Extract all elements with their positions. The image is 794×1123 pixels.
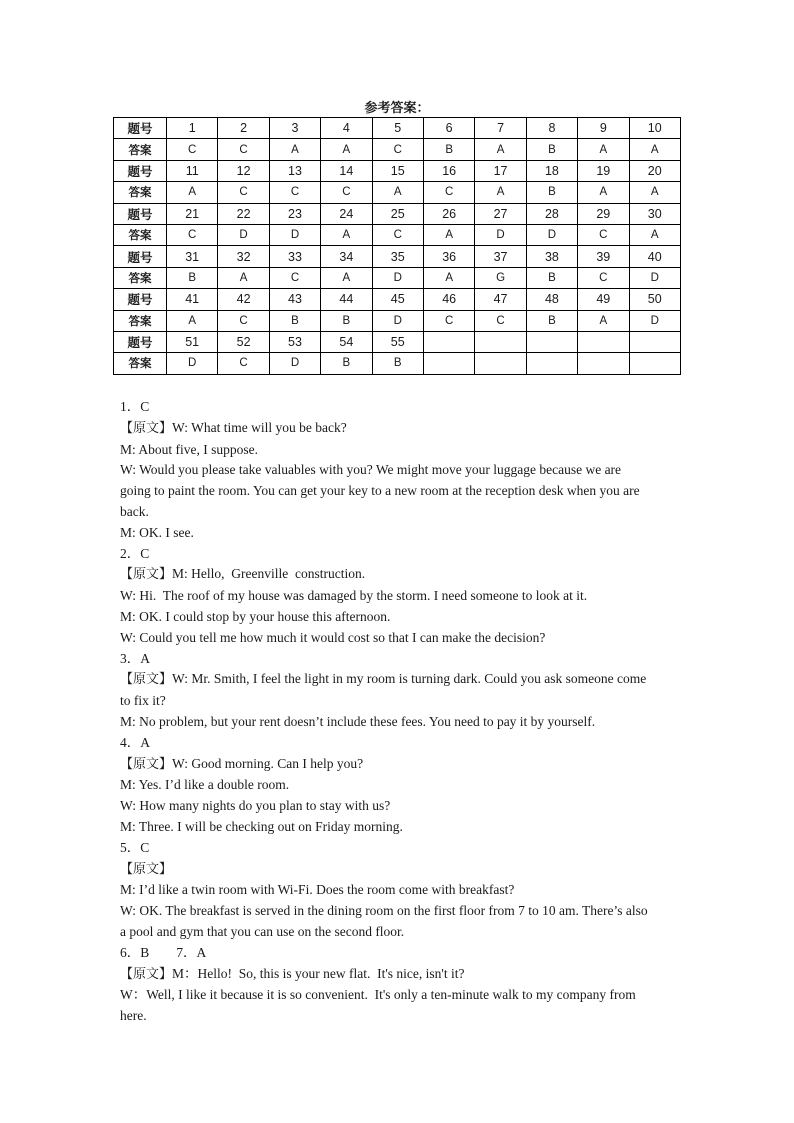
question-number-cell: 47 [475, 289, 526, 310]
question-number-cell: 10 [629, 118, 680, 139]
question-number-cell: 6 [423, 118, 474, 139]
answer-cell: B [526, 182, 577, 203]
answer-cell: A [629, 224, 680, 245]
answer-cell: B [526, 267, 577, 288]
line-text: 5．C [120, 839, 150, 855]
answer-cell [423, 353, 474, 374]
answer-cell: A [218, 267, 269, 288]
question-number-cell: 22 [218, 203, 269, 224]
answer-row [114, 139, 681, 160]
question-number-cell: 25 [372, 203, 423, 224]
transcript-line [120, 502, 680, 523]
line-text: W: Good morning. Can I help you? [172, 755, 364, 771]
question-number-cell: 45 [372, 289, 423, 310]
answer-cell: C [578, 267, 629, 288]
answer-label: 答案 [114, 310, 167, 331]
transcript-line [120, 397, 680, 418]
answer-cell: A [423, 224, 474, 245]
question-number-label: 题号 [114, 118, 167, 139]
source-text-tag: 【原文】 [120, 966, 173, 982]
answer-cell: B [321, 353, 372, 374]
answer-cell: A [372, 182, 423, 203]
answer-label: 答案 [114, 224, 167, 245]
question-number-cell: 50 [629, 289, 680, 310]
line-text: a pool and gym that you can use on the second floor. [120, 923, 405, 939]
line-text: W: What time will you be back? [172, 419, 347, 435]
source-text-tag: 【原文】 [120, 672, 173, 688]
transcript-line [120, 880, 680, 901]
answer-cell: A [321, 139, 372, 160]
answer-cell [578, 353, 629, 374]
question-number-cell: 7 [475, 118, 526, 139]
answer-cell: C [372, 224, 423, 245]
answer-label: 答案 [114, 267, 167, 288]
answer-cell: C [475, 310, 526, 331]
answer-cell: A [167, 310, 218, 331]
transcript-line [120, 669, 680, 691]
question-number-cell: 53 [269, 331, 320, 352]
answer-cell: C [218, 182, 269, 203]
question-number-cell: 55 [372, 331, 423, 352]
source-text-tag: 【原文】 [120, 756, 173, 772]
answer-cell: D [269, 353, 320, 374]
question-number-cell: 51 [167, 331, 218, 352]
answer-cell: C [167, 139, 218, 160]
question-number-cell: 33 [269, 246, 320, 267]
answer-label: 答案 [114, 353, 167, 374]
answer-cell: B [321, 310, 372, 331]
line-text: 6．B 7．A [120, 944, 207, 960]
answer-cell: D [167, 353, 218, 374]
answer-cell: D [218, 224, 269, 245]
line-text: M: OK. I see. [120, 524, 194, 540]
question-number-cell: 31 [167, 246, 218, 267]
answer-cell: A [269, 139, 320, 160]
line-text: going to paint the room. You can get your key to a new room at the reception desk when you are [120, 483, 640, 499]
question-number-cell: 28 [526, 203, 577, 224]
answer-cell: A [629, 139, 680, 160]
line-text: W：Well, I like it because it is so convenient. It's only a ten-minute walk to my company from [120, 987, 636, 1003]
answer-cell: A [475, 139, 526, 160]
question-number-cell: 23 [269, 203, 320, 224]
answer-cell: C [578, 224, 629, 245]
question-number-cell: 38 [526, 246, 577, 267]
page-title: 参考答案： [364, 101, 430, 116]
answer-label: 答案 [114, 182, 167, 203]
answer-cell: C [321, 182, 372, 203]
answer-cell [475, 353, 526, 374]
answer-cell: C [218, 139, 269, 160]
question-number-cell: 36 [423, 246, 474, 267]
line-text: M: No problem, but your rent doesn’t include these fees. You need to pay it by yourself. [120, 713, 596, 729]
question-number-cell: 49 [578, 289, 629, 310]
answer-row [114, 182, 681, 203]
question-number-label: 题号 [114, 289, 167, 310]
answer-row [114, 310, 681, 331]
question-number-label: 题号 [114, 203, 167, 224]
line-text: to fix it? [120, 693, 166, 709]
line-text: M：Hello! So, this is your new flat. It's nice, isn't it? [172, 965, 465, 981]
question-number-cell: 18 [526, 160, 577, 181]
question-number-cell: 16 [423, 160, 474, 181]
answer-cell: A [321, 224, 372, 245]
question-number-cell: 17 [475, 160, 526, 181]
source-text-tag: 【原文】 [120, 861, 173, 877]
answer-cell: A [423, 267, 474, 288]
transcript-line [120, 754, 680, 776]
answer-cell: C [423, 182, 474, 203]
question-number-cell: 15 [372, 160, 423, 181]
question-number-row [114, 118, 681, 139]
line-text: W: Hi. The roof of my house was damaged by the storm. I need someone to look at it. [120, 588, 588, 604]
question-number-cell: 40 [629, 246, 680, 267]
question-number-cell: 41 [167, 289, 218, 310]
answer-table [113, 117, 681, 375]
question-number-cell: 42 [218, 289, 269, 310]
question-number-row [114, 203, 681, 224]
question-number-cell: 19 [578, 160, 629, 181]
transcript-line [120, 418, 680, 440]
question-number-cell: 4 [321, 118, 372, 139]
question-number-label: 题号 [114, 331, 167, 352]
question-number-cell: 27 [475, 203, 526, 224]
line-text: back. [120, 503, 149, 519]
question-number-cell [526, 331, 577, 352]
question-number-cell: 54 [321, 331, 372, 352]
answer-cell: D [629, 310, 680, 331]
transcript-line [120, 607, 680, 628]
transcript-line [120, 838, 680, 859]
question-number-label: 题号 [114, 246, 167, 267]
question-number-row [114, 331, 681, 352]
question-number-cell: 12 [218, 160, 269, 181]
answer-cell [526, 353, 577, 374]
line-text: M: Hello, Greenville construction. [172, 566, 366, 582]
answer-cell: D [475, 224, 526, 245]
question-number-row [114, 160, 681, 181]
answer-cell: B [269, 310, 320, 331]
question-number-cell: 5 [372, 118, 423, 139]
question-number-cell [578, 331, 629, 352]
answer-cell: D [372, 310, 423, 331]
question-number-cell: 24 [321, 203, 372, 224]
transcript-line [120, 817, 680, 838]
question-number-cell: 2 [218, 118, 269, 139]
answer-row [114, 353, 681, 374]
transcript-line [120, 564, 680, 586]
transcript-line [120, 523, 680, 544]
question-number-cell: 8 [526, 118, 577, 139]
line-text: 1．C [120, 399, 150, 414]
transcript-line [120, 712, 680, 733]
transcript-line [120, 922, 680, 943]
line-text: 2．C [120, 545, 150, 561]
transcript-line [120, 796, 680, 817]
transcript-line [120, 586, 680, 607]
answer-cell [629, 353, 680, 374]
answer-cell: D [372, 267, 423, 288]
answer-cell: A [475, 182, 526, 203]
line-text: 3．A [120, 650, 150, 666]
answer-cell: D [269, 224, 320, 245]
answer-cell: A [578, 182, 629, 203]
question-number-cell: 3 [269, 118, 320, 139]
question-number-cell: 21 [167, 203, 218, 224]
transcript-line [120, 859, 680, 881]
line-text: 4．A [120, 734, 150, 750]
answer-cell: D [526, 224, 577, 245]
transcript-line [120, 943, 680, 964]
line-text: W: OK. The breakfast is served in the dining room on the first floor from 7 to 10 am. There’s also [120, 903, 648, 919]
question-number-cell: 29 [578, 203, 629, 224]
question-number-cell: 52 [218, 331, 269, 352]
answer-cell: B [167, 267, 218, 288]
answer-cell: A [167, 182, 218, 203]
answer-cell: A [629, 182, 680, 203]
answer-cell: D [629, 267, 680, 288]
line-text: M: I’d like a twin room with Wi-Fi. Does the room come with breakfast? [120, 882, 515, 898]
question-number-cell: 39 [578, 246, 629, 267]
question-number-row [114, 246, 681, 267]
answer-cell: A [321, 267, 372, 288]
source-text-tag: 【原文】 [120, 567, 173, 583]
answer-cell: C [218, 310, 269, 331]
answer-cell: B [526, 139, 577, 160]
line-text: W: Mr. Smith, I feel the light in my room is turning dark. Could you ask someone come [172, 671, 647, 687]
answer-cell: G [475, 267, 526, 288]
question-number-cell: 1 [167, 118, 218, 139]
answer-cell: C [423, 310, 474, 331]
question-number-cell: 43 [269, 289, 320, 310]
line-text: M: Yes. I’d like a double room. [120, 777, 290, 793]
answer-cell: C [269, 182, 320, 203]
answer-row [114, 224, 681, 245]
transcript-line [120, 733, 680, 754]
question-number-cell [423, 331, 474, 352]
line-text: M: About five, I suppose. [120, 441, 258, 457]
question-number-cell [629, 331, 680, 352]
question-number-cell: 11 [167, 160, 218, 181]
transcript-line [120, 628, 680, 649]
line-text: here. [120, 1008, 147, 1024]
source-text-tag: 【原文】 [120, 420, 173, 436]
question-number-cell: 32 [218, 246, 269, 267]
question-number-cell: 9 [578, 118, 629, 139]
transcript-line [120, 1006, 680, 1027]
line-text: M: Three. I will be checking out on Friday morning. [120, 818, 403, 834]
question-number-cell: 13 [269, 160, 320, 181]
transcript-line [120, 544, 680, 565]
answer-cell: A [578, 310, 629, 331]
question-number-cell: 26 [423, 203, 474, 224]
question-number-cell: 48 [526, 289, 577, 310]
question-number-cell: 35 [372, 246, 423, 267]
question-number-label: 题号 [114, 160, 167, 181]
transcript-section [120, 397, 680, 1027]
transcript-line [120, 460, 680, 481]
answer-cell: B [423, 139, 474, 160]
transcript-line [120, 901, 680, 922]
answer-cell: C [372, 139, 423, 160]
transcript-line [120, 481, 680, 502]
question-number-cell [475, 331, 526, 352]
answer-cell: A [578, 139, 629, 160]
transcript-line [120, 649, 680, 670]
question-number-row [114, 289, 681, 310]
transcript-line [120, 775, 680, 796]
answer-row [114, 267, 681, 288]
answer-cell: C [218, 353, 269, 374]
line-text: W: Would you please take valuables with you? We might move your luggage because we are [120, 462, 622, 478]
question-number-cell: 30 [629, 203, 680, 224]
question-number-cell: 46 [423, 289, 474, 310]
answer-cell: C [269, 267, 320, 288]
transcript-line [120, 964, 680, 986]
transcript-line [120, 691, 680, 712]
question-number-cell: 14 [321, 160, 372, 181]
transcript-line [120, 985, 680, 1006]
answer-cell: C [167, 224, 218, 245]
line-text: W: Could you tell me how much it would cost so that I can make the decision? [120, 629, 546, 645]
line-text: M: OK. I could stop by your house this afternoon. [120, 608, 391, 624]
answer-label: 答案 [114, 139, 167, 160]
answer-cell: B [372, 353, 423, 374]
question-number-cell: 44 [321, 289, 372, 310]
question-number-cell: 34 [321, 246, 372, 267]
answer-cell: B [526, 310, 577, 331]
transcript-line [120, 440, 680, 461]
question-number-cell: 20 [629, 160, 680, 181]
line-text: W: How many nights do you plan to stay with us? [120, 798, 391, 814]
question-number-cell: 37 [475, 246, 526, 267]
